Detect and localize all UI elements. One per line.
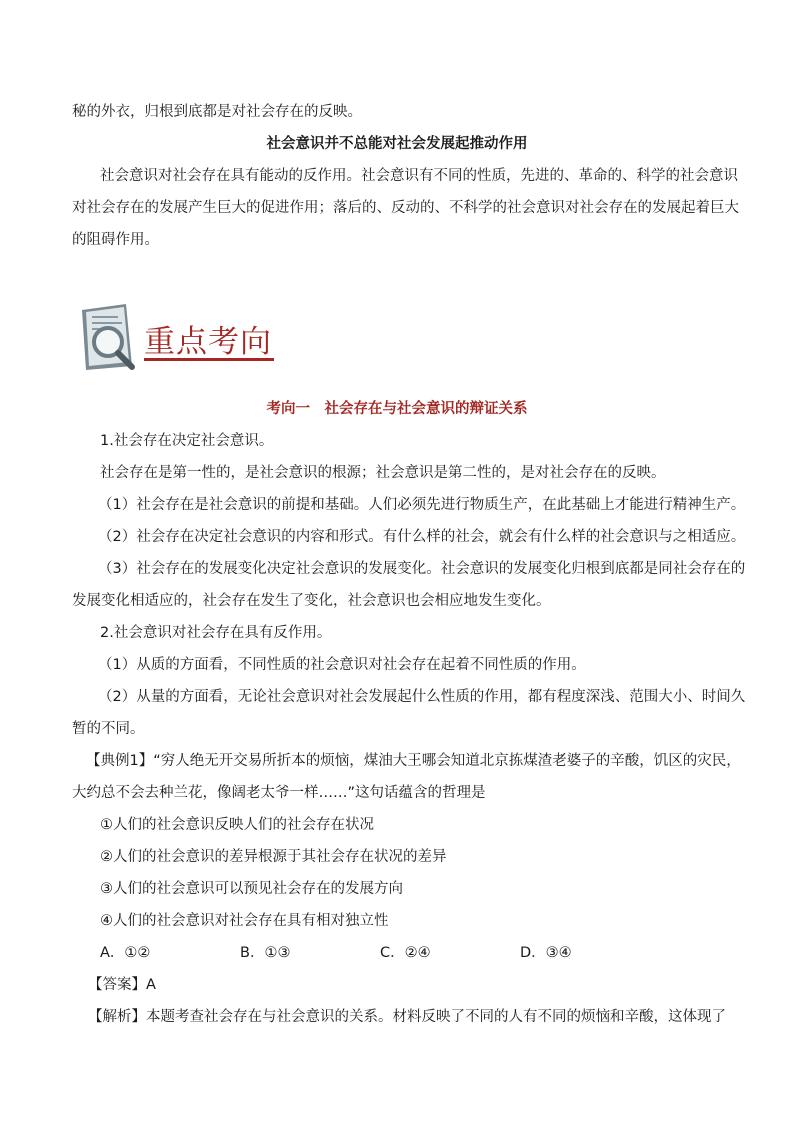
option-d: D．③④	[520, 945, 572, 961]
statement-2: ②人们的社会意识的差异根源于其社会存在状况的差异	[100, 849, 447, 865]
section-line-1: 1.社会存在决定社会意识。	[100, 433, 274, 449]
section-line-6: 发展变化相适应的，社会存在发生了变化，社会意识也会相应地发生变化。	[72, 593, 551, 609]
section-line-7: 2.社会意识对社会存在具有反作用。	[100, 625, 332, 641]
intro-paragraph-line-1: 社会意识对社会存在具有能动的反作用。社会意识有不同的性质，先进的、革命的、科学的社会意识	[100, 168, 738, 184]
intro-paragraph-line-2: 对社会存在的发展产生巨大的促进作用；落后的、反动的、不科学的社会意识对社会存在的发展起着巨大	[72, 200, 739, 216]
section-line-10: 暂的不同。	[72, 721, 145, 737]
section-line-9: （2）从量的方面看，无论社会意识对社会发展起什么性质的作用，都有程度深浅、范围大小、时间久	[98, 689, 746, 705]
options-row	[100, 943, 722, 963]
answer: 【答案】A	[88, 977, 156, 993]
section-line-2: 社会存在是第一性的，是社会意识的根源；社会意识是第二性的，是对社会存在的反映。	[100, 465, 666, 481]
statement-4: ④人们的社会意识对社会存在具有相对独立性	[100, 913, 389, 929]
intro-paragraph-line-3: 的阻碍作用。	[72, 232, 159, 248]
statement-1: ①人们的社会意识反映人们的社会存在状况	[100, 817, 374, 833]
example-question-line-1: 【典例1】“穷人绝无开交易所折本的烦恼，煤油大王哪会知道北京拣煤渣老婆子的辛酸，饥区的灾民，	[86, 753, 741, 769]
option-a: A．①②	[100, 945, 151, 961]
option-b: B．①③	[240, 945, 291, 961]
section-line-8: （1）从质的方面看，不同性质的社会意识对社会存在起着不同性质的作用。	[98, 657, 586, 673]
banner-title: 重点考向	[144, 324, 272, 360]
section-line-5: （3）社会存在的发展变化决定社会意识的发展变化。社会意识的发展变化归根到底都是同社会存在的	[98, 561, 746, 577]
statement-3: ③人们的社会意识可以预见社会存在的发展方向	[100, 881, 403, 897]
subheading: 社会意识并不总能对社会发展起推动作用	[266, 136, 528, 152]
example-question-line-2: 大约总不会去种兰花，像阔老太爷一样……”这句话蕴含的哲理是	[72, 785, 486, 801]
option-c: C．②④	[380, 945, 431, 961]
analysis: 【解析】本题考查社会存在与社会意识的关系。材料反映了不同的人有不同的烦恼和辛酸，这体现了	[88, 1009, 726, 1025]
intro-line-1: 秘的外衣，归根到底都是对社会存在的反映。	[72, 104, 362, 120]
section-title: 考向一 社会存在与社会意识的辩证关系	[266, 401, 528, 417]
section-line-3: （1）社会存在是社会意识的前提和基础。人们必须先进行物质生产，在此基础上才能进行精神生产。	[98, 497, 746, 513]
section-line-4: （2）社会存在决定社会意识的内容和形式。有什么样的社会，就会有什么样的社会意识与之相适应。	[98, 529, 746, 545]
